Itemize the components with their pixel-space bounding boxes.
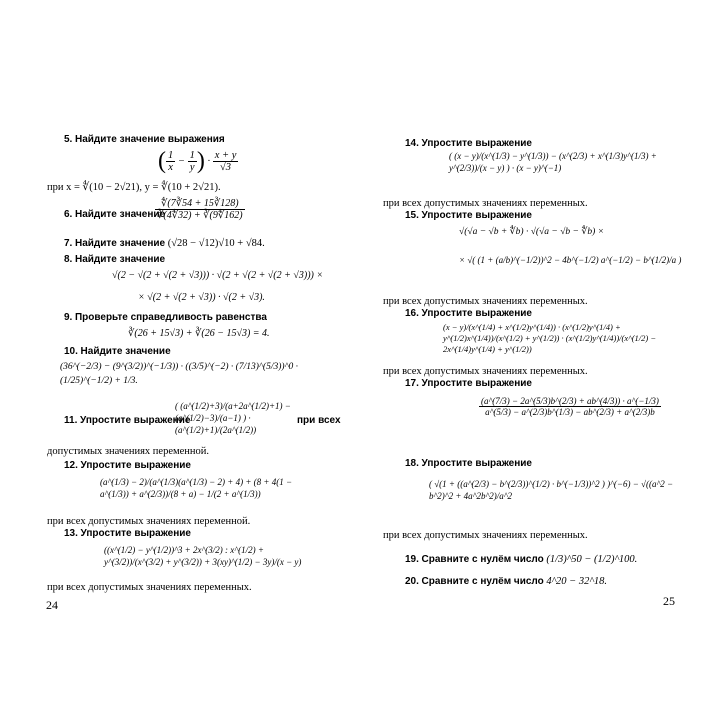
right-page (359, 0, 718, 718)
problem-19-heading: 19. Сравните с нулём число (1/3)^50 − (1/2)^100. (405, 554, 638, 565)
problem-10-heading: 10. Найдите значение (64, 346, 171, 357)
problem-17-heading: 17. Упростите выражение (405, 378, 532, 389)
problem-9-formula: ∛(26 + 15√3) + ∛(26 − 15√3) = 4. (128, 328, 270, 339)
problem-6-heading: 6. Найдите значение (64, 209, 166, 220)
problem-5-heading: 5. Найдите значение выражения (64, 134, 225, 145)
problem-11-continuation: допустимых значениях переменной. (47, 446, 210, 457)
problem-15-line-1: √(√a − √b + ∜b) · √(√a − √b − ∜b) × (459, 227, 605, 237)
problem-20-heading: 20. Сравните с нулём число 4^20 − 32^18. (405, 576, 607, 587)
problem-17-formula: $\frac{(a\^{}(7/3) - 2a\^{}(5/3)b\^{}(2/3) + ab\^{}(4/3)) \cdot a\^{}(-1/3)}{a\^{}(5/3) - a\^{}(2/3)b\^{}(1/3) - ab\^{}(2/3) + a\^{}(2/3)b}$ (481, 396, 659, 417)
problem-18-heading: 18. Упростите выражение (405, 458, 532, 469)
problem-7-heading: 7. Найдите значение (√28 − √12)√10 + √84. (64, 238, 265, 249)
problem-16-heading: 16. Упростите выражение (405, 308, 532, 319)
page-number-left: 24 (46, 598, 58, 612)
problem-18-condition: при всех допустимых значениях переменных. (383, 530, 588, 541)
problem-8-line-2: × √(2 + √(2 + √3)) · √(2 + √3). (138, 292, 265, 303)
problem-11-heading: 11. Упростите выражение (64, 415, 191, 426)
problem-13-condition: при всех допустимых значениях переменных. (47, 582, 252, 593)
problem-14-heading: 14. Упростите выражение (405, 138, 532, 149)
problem-11-tail: при всех (297, 415, 341, 426)
problem-15-line-2: × √( (1 + (a/b)^(−1/2))^2 − 4b^(−1/2) a^(−1/2) − b^(1/2)/a ) (459, 255, 682, 265)
problem-13-formula: ((x^(1/2) − y^(1/2))^3 + 2x^(3/2) : x^(1/2) + y^(3/2))/(x^(3/2) + y^(3/2)) + 3(xy)^(1/2) − 3y)/(x − y) (104, 545, 302, 567)
problem-10-formula: (36^(−2/3) − (9^(3/2))^(−1/3)) · ((3/5)^(−2) · (7/13)^(5/3))^0 · (1/25)^(−1/2) + 1/3. (60, 362, 299, 386)
problem-16-condition: при всех допустимых значениях переменных. (383, 366, 588, 377)
problem-12-condition: при всех допустимых значениях переменной. (47, 516, 251, 527)
problem-14-formula: ( (x − y)/(x^(1/3) − y^(1/3)) − (x^(2/3) + x^(1/3)y^(1/3) + y^(2/3))/(x − y) ) · (x − y)^(−1) (449, 151, 657, 173)
problem-5-condition: при x = ∜(10 − 2√21), y = ∜(10 + 2√21). (47, 182, 221, 193)
problem-5-formula: ( $\frac{1}{x}$ − $\frac{1}{y}$ ) · $\frac{x + y}{√3}$ (158, 148, 237, 174)
problem-14-condition: при всех допустимых значениях переменных. (383, 198, 588, 209)
problem-16-formula: (x − y)/(x^(1/4) + x^(1/2)y^(1/4)) · (x^(1/2)y^(1/4) + y^(1/2)x^(1/4))/(x^(1/2) + y^(1/2)) · (x^(1/2)y^(1/4))/(x^(1/2) − 2x^(1/4)y^(1/4) + y^(1/2)) (443, 322, 657, 354)
problem-6-formula: $\frac{∜(7∛54 + 15∛128)}{∛(4∜32) + ∛(9∜162)}$ (157, 198, 243, 221)
problem-12-formula: (a^(1/3) − 2)/(a^(1/3)(a^(1/3) − 2) + 4) + (8 + 4(1 − a^(1/3)) + a^(2/3))/(8 + a) − 1/(2 + a^(1/3)) (100, 477, 293, 499)
problem-13-heading: 13. Упростите выражение (64, 528, 191, 539)
problem-8-line-1: √(2 − √(2 + √(2 + √3))) · √(2 + √(2 + √(2 + √3))) × (112, 270, 324, 281)
problem-18-formula: ( √(1 + ((a^(2/3) − b^(2/3))^(1/2) · b^(−1/3))^2 ) )^(−6) − √((a^2 − b^2)^2 + 4a^2b^2)/a^2 (429, 479, 674, 501)
page-number-right: 25 (663, 594, 675, 608)
problem-12-heading: 12. Упростите выражение (64, 460, 191, 471)
problem-9-heading: 9. Проверьте справедливость равенства (64, 312, 267, 323)
problem-11-formula: ( (a^(1/2)+3)/(a+2a^(1/2)+1) − (a^(1/2)−3)/(a−1) ) · (a^(1/2)+1)/(2a^(1/2)) (175, 401, 291, 435)
problem-8-heading: 8. Найдите значение (64, 254, 166, 265)
problem-15-condition: при всех допустимых значениях переменных. (383, 296, 588, 307)
problem-15-heading: 15. Упростите выражение (405, 210, 532, 221)
